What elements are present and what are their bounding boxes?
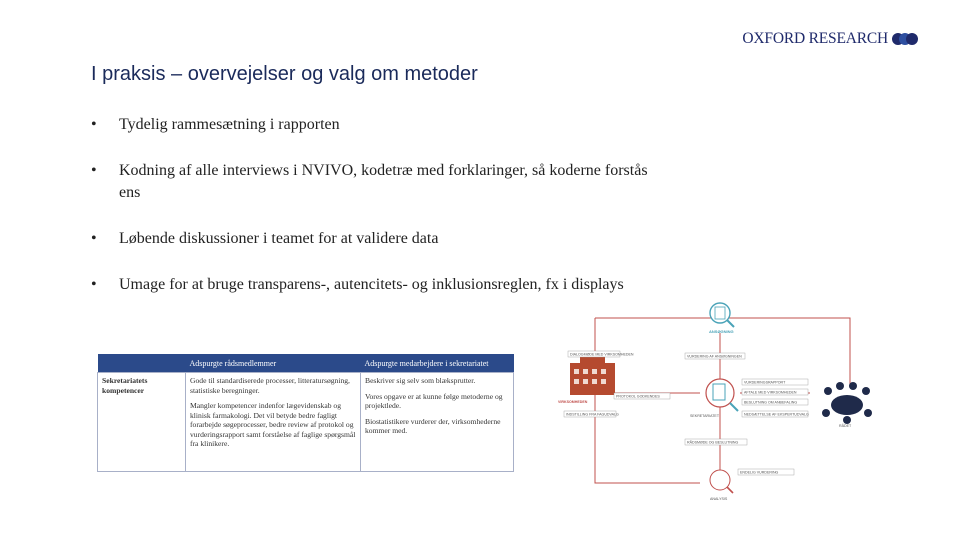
- bullet-marker: •: [91, 276, 97, 293]
- bullet-text: Umage for at bruge transparens-, autencitets- og inklusionsreglen, fx i displays: [119, 276, 624, 293]
- table-cell-text: Beskriver sig selv som blæksprutter.: [365, 376, 476, 385]
- company-building-icon: [570, 355, 615, 395]
- label-raadet: RÅDET: [839, 424, 852, 428]
- logo-text: OXFORD RESEARCH: [742, 30, 888, 47]
- table-cell-text: Mangler kompetencer indenfor lægevidenskab og klinisk farmakologi. Det vil betyde bedre fagligt forarbejde søgeprocesser, bedre review af protokol og vurderingsrapport samt forståelse af faglige spørgsmål fra klinikere.: [190, 401, 356, 448]
- analysis-icon: [710, 470, 733, 493]
- label-analysis: ANALYSIS: [710, 497, 728, 501]
- document-icon: [706, 379, 738, 411]
- bullet-text: Tydelig rammesætning i rapporten: [119, 116, 340, 133]
- label-virksomheden: VIRKSOMHEDEN: [558, 400, 588, 404]
- table-cell-text: Vores opgave er at kunne følge metoderne og projektlede.: [365, 391, 503, 410]
- table-row-header: Sekretariatets kompetencer: [98, 373, 186, 472]
- table-header-cell: Adspurgte rådsmedlemmer: [186, 354, 361, 373]
- bullet-item: [91, 160, 671, 204]
- bullet-marker: •: [91, 230, 97, 247]
- label-vurderingsrapport: VURDERINGSRAPPORT: [744, 380, 786, 385]
- table-cell-board: [186, 373, 361, 472]
- bullet-marker: •: [91, 162, 97, 179]
- table-row: [98, 373, 514, 472]
- table-header-row: [98, 354, 514, 373]
- table-cell-text: Gode til standardiserede processer, litteratursøgning, statistiske beregninger.: [190, 376, 350, 395]
- bullet-text: Løbende diskussioner i teamet for at validere data: [119, 230, 439, 247]
- label-sekretariatet: SEKRETARIATET: [690, 414, 720, 418]
- label-dialogmoede: DIALOGMØDE MED VIRKSOMHEDEN: [570, 352, 634, 357]
- logo-dots-icon: [892, 32, 918, 46]
- table-header-cell: [98, 354, 186, 373]
- label-beslutning: BESLUTNING OM ANBEFALING: [744, 400, 798, 405]
- competence-table: [97, 354, 514, 472]
- bullet-item: [91, 114, 671, 136]
- bullet-list: [91, 114, 671, 320]
- council-meeting-icon: [822, 382, 872, 424]
- label-ekspertudvalg: NEDSÆTTELSE AF EKSPERTUDVALG: [744, 412, 809, 417]
- table-cell-text: Biostatistikere vurderer der, virksomhederne kommer med.: [365, 416, 501, 435]
- label-fagudvalg: INDSTILLING FRA FAGUDVALG: [566, 412, 619, 417]
- label-aftale: AFTALE MED VIRKSOMHEDEN: [744, 390, 797, 395]
- label-vurdering: VURDERING AF ANSØGNINGEN: [687, 354, 742, 359]
- label-protokol: PROTOKOL GODKENDES: [616, 394, 660, 399]
- oxford-research-logo: [742, 30, 918, 48]
- table-header-cell: Adspurgte medarbejdere i sekretariatet: [361, 354, 514, 373]
- process-diagram: [550, 293, 880, 508]
- slide-title: I praksis – overvejelser og valg om metoder: [91, 63, 478, 85]
- bullet-item: [91, 228, 671, 250]
- label-ansoegning: ANSØGNING: [709, 329, 734, 334]
- bullet-text: Kodning af alle interviews i NVIVO, kodetræ med forklaringer, så koderne forstås ens: [119, 162, 648, 201]
- magnifier-icon: [710, 303, 734, 327]
- label-raadsmoede: RÅDSMØDE OG BESLUTNING: [687, 440, 739, 445]
- bullet-marker: •: [91, 116, 97, 133]
- label-endelig: ENDELIG VURDERING: [740, 470, 779, 475]
- table-cell-secretariat: [361, 373, 514, 472]
